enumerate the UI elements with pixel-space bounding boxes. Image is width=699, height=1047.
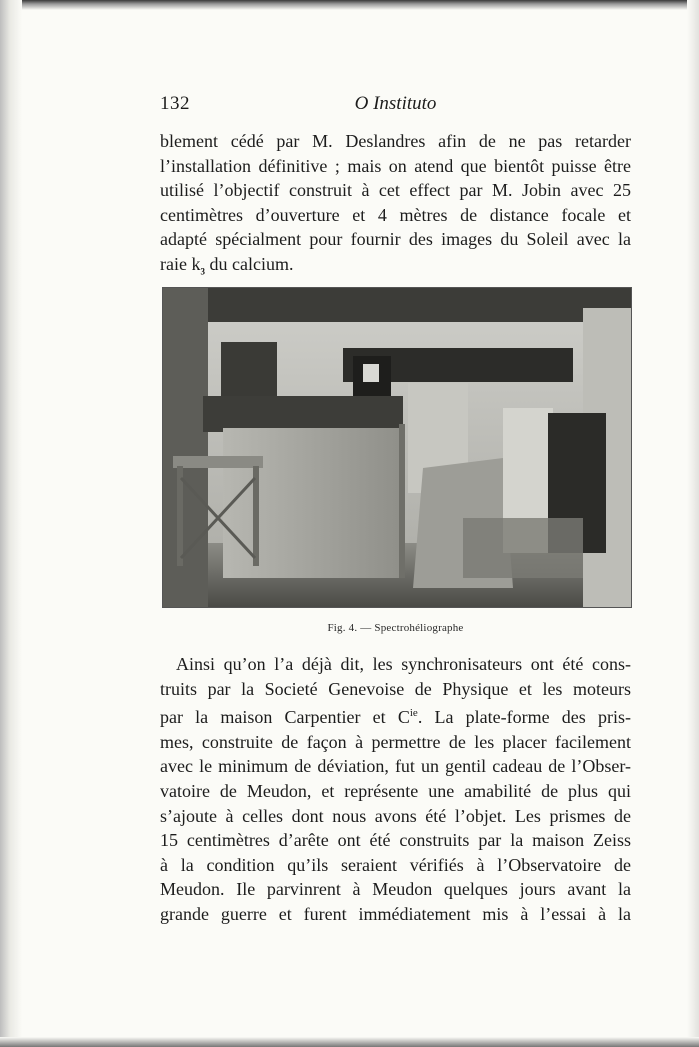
superscript: ie <box>409 707 418 720</box>
figure-photograph <box>162 287 632 608</box>
text-line: utilisé l’objectif construit à cet effect par M. Jobin avec 25 <box>160 180 631 201</box>
paragraph-1 <box>160 129 631 284</box>
text-line: blement cédé par M. Deslandres afin de ne pas retarder <box>160 131 631 151</box>
text-line: adapté spécialment pour fournir des images du Soleil avec la <box>160 229 631 250</box>
text-line: avec le minimum de déviation, fut un gentil cadeau de l’Obser- <box>160 756 631 777</box>
text-line: à la condition qu’ils seraient vérifiés à l’Observatoire de <box>160 854 631 875</box>
running-title: O Instituto <box>354 93 437 114</box>
page-edge-right <box>687 0 699 1047</box>
text-line: 15 centimètres d’arête ont été construits par la maison Zeiss <box>160 830 631 851</box>
text-line: grande guerre et furent immédiatement mis à l’essai à la <box>160 903 631 924</box>
text-line <box>160 252 631 284</box>
text-line: s’ajoute à celles dont nous avons été l’objet. Les prismes de <box>160 805 631 826</box>
line-suffix: du calcium. <box>204 253 294 274</box>
page-edge-top <box>0 0 699 10</box>
text-line: mes, construite de façon à permettre de les placer facilement <box>160 731 631 752</box>
subscript: 3 <box>200 266 205 277</box>
page-edge-bottom <box>0 1037 699 1047</box>
text-line: vatoire de Meudon, et représente une amabilité de plus qui <box>160 780 631 801</box>
line-prefix: par la maison Carpentier et C <box>160 707 410 728</box>
text-line <box>160 701 631 730</box>
paragraph-2 <box>160 652 631 927</box>
line-prefix: raie k <box>160 253 201 274</box>
text-line: truits par la Societé Genevoise de Physique et les moteurs <box>160 678 631 699</box>
line-suffix: . La plate-forme des pris- <box>417 707 631 728</box>
page-edge-left <box>0 0 22 1047</box>
page-number: 132 <box>160 93 190 114</box>
page-header <box>160 93 631 119</box>
text-line: l’installation définitive ; mais on atend que bientôt puisse être <box>160 155 631 176</box>
text-line: Ainsi qu’on l’a déjà dit, les synchronisateurs ont été cons- <box>176 654 631 674</box>
spectroheliograph-photo <box>163 288 631 607</box>
figure-caption: Fig. 4. — Spectrohéliographe <box>327 622 464 634</box>
text-line: Meudon. Ile parvinrent à Meudon quelques jours avant la <box>160 879 631 900</box>
text-line: centimètres d’ouverture et 4 mètres de distance focale et <box>160 204 631 225</box>
